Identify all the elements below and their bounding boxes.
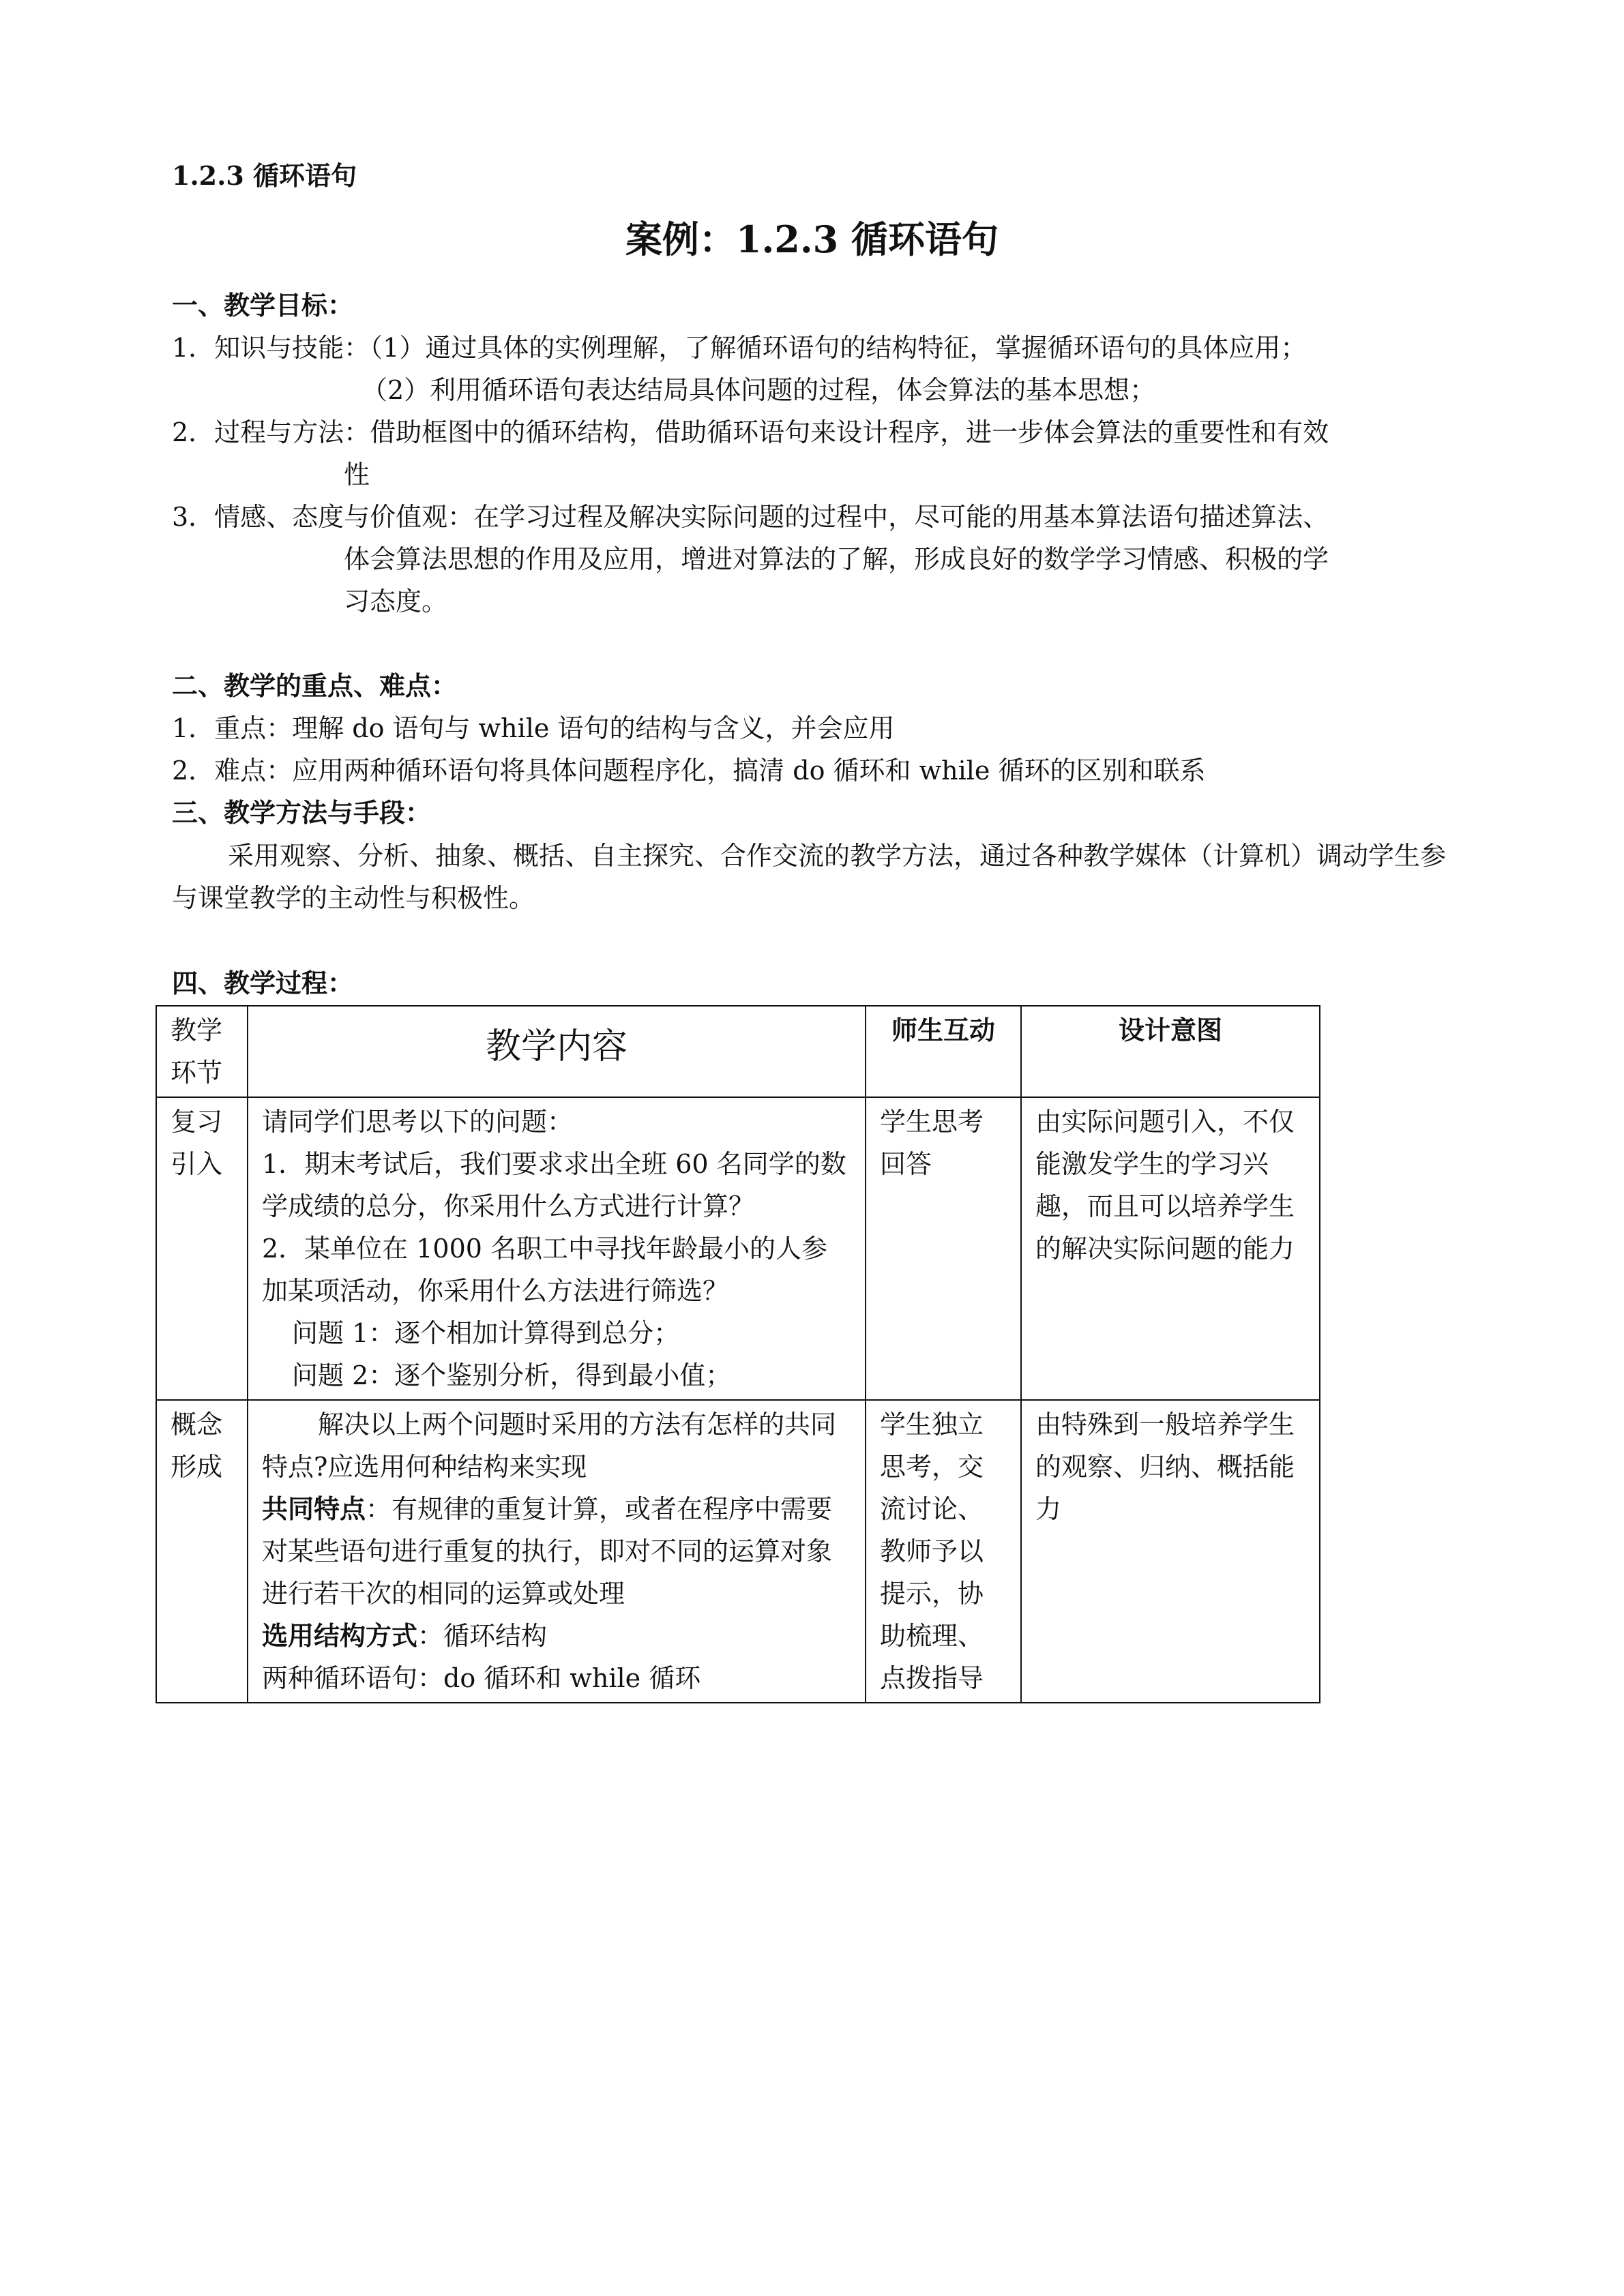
objective-3-line-2: 体会算法思想的作用及应用，增进对算法的了解，形成良好的数学学习情感、积极的学: [344, 544, 1329, 574]
header-interaction: 师生互动: [866, 1006, 1021, 1097]
row1-content-line: 1．期末考试后，我们要求求出全班 60 名同学的数学成绩的总分，你采用什么方式进行计算？: [262, 1149, 846, 1221]
objective-2-line-1: 2．过程与方法：借助框图中的循环结构，借助循环语句来设计程序，进一步体会算法的重要性和有效: [172, 417, 1329, 447]
structure-text: ：循环结构: [417, 1621, 548, 1651]
methods-paragraph: 采用观察、分析、抽象、概括、自主探究、合作交流的教学方法，通过各种教学媒体（计算机）调动学生参与课堂教学的主动性与积极性。: [172, 841, 1447, 913]
row1-content-line: 请同学们思考以下的问题：: [262, 1107, 574, 1137]
row1-content: [248, 1097, 866, 1400]
objective-3-line-1: 3．情感、态度与价值观：在学习过程及解决实际问题的过程中，尽可能的用基本算法语句描述算法、: [172, 502, 1329, 532]
row2-stage: 概念形成: [156, 1400, 248, 1703]
header-intent: 设计意图: [1021, 1006, 1320, 1097]
teaching-process-table: [156, 1005, 1320, 1703]
row2-content: [248, 1400, 866, 1703]
row1-stage: 复习引入: [156, 1097, 248, 1400]
section-heading-process: 四、教学过程：: [172, 968, 354, 998]
common-features-text: ：有规律的重复计算，或者在程序中需要对某些语句进行重复的执行，即对不同的运算对象进行若干次的相同的运算或处理: [262, 1494, 833, 1609]
row2-question: 解决以上两个问题时采用的方法有怎样的共同特点?应选用何种结构来实现: [262, 1410, 837, 1482]
objective-3-line-3: 习态度。: [344, 586, 448, 616]
section-heading-objectives: 一、教学目标：: [172, 290, 354, 320]
row1-intent: 由实际问题引入，不仅能激发学生的学习兴趣，而且可以培养学生的解决实际问题的能力: [1021, 1097, 1320, 1400]
row2-intent: 由特殊到一般培养学生的观察、归纳、概括能力: [1021, 1400, 1320, 1703]
key-point-2: 2．难点：应用两种循环语句将具体问题程序化，搞清 do 循环和 while 循环的区别和联系: [172, 756, 1206, 786]
key-point-1: 1．重点：理解 do 语句与 while 语句的结构与含义，并会应用: [172, 713, 895, 743]
objective-1-line-1: 1．知识与技能：（1）通过具体的实例理解，了解循环语句的结构特征，掌握循环语句的具体应用；: [172, 333, 1307, 363]
objective-2-line-2: 性: [344, 460, 370, 490]
objective-1-line-2: （2）利用循环语句表达结局具体问题的过程，体会算法的基本思想；: [361, 375, 1156, 405]
section-heading-key-points: 二、教学的重点、难点：: [172, 670, 458, 701]
page-title: 案例：1.2.3 循环语句: [625, 218, 999, 261]
table-row: [156, 1097, 1320, 1400]
structure-label: 选用结构方式: [262, 1620, 418, 1651]
table-header-row: [156, 1006, 1320, 1097]
row1-content-line: 问题 1：逐个相加计算得到总分；: [292, 1318, 680, 1348]
row2-interaction: 学生独立思考，交流讨论、教师予以提示，协助梳理、点拨指导: [866, 1400, 1021, 1703]
row1-interaction: 学生思考回答: [866, 1097, 1021, 1400]
row2-structure: [262, 1615, 851, 1657]
row2-common-features: [262, 1488, 851, 1615]
common-features-label: 共同特点: [262, 1493, 366, 1524]
row2-two-loops: 两种循环语句：do 循环和 while 循环: [262, 1663, 701, 1693]
row1-content-line: 问题 2：逐个鉴别分析，得到最小值；: [292, 1360, 732, 1390]
table-row: [156, 1400, 1320, 1703]
header-content: 教学内容: [248, 1006, 866, 1097]
header-stage: 教学环节: [156, 1006, 248, 1097]
section-number-heading: 1.2.3 循环语句: [172, 160, 357, 191]
row1-content-line: 2．某单位在 1000 名职工中寻找年龄最小的人参加某项活动，你采用什么方法进行筛选？: [262, 1234, 828, 1306]
section-heading-methods: 三、教学方法与手段：: [172, 797, 432, 828]
